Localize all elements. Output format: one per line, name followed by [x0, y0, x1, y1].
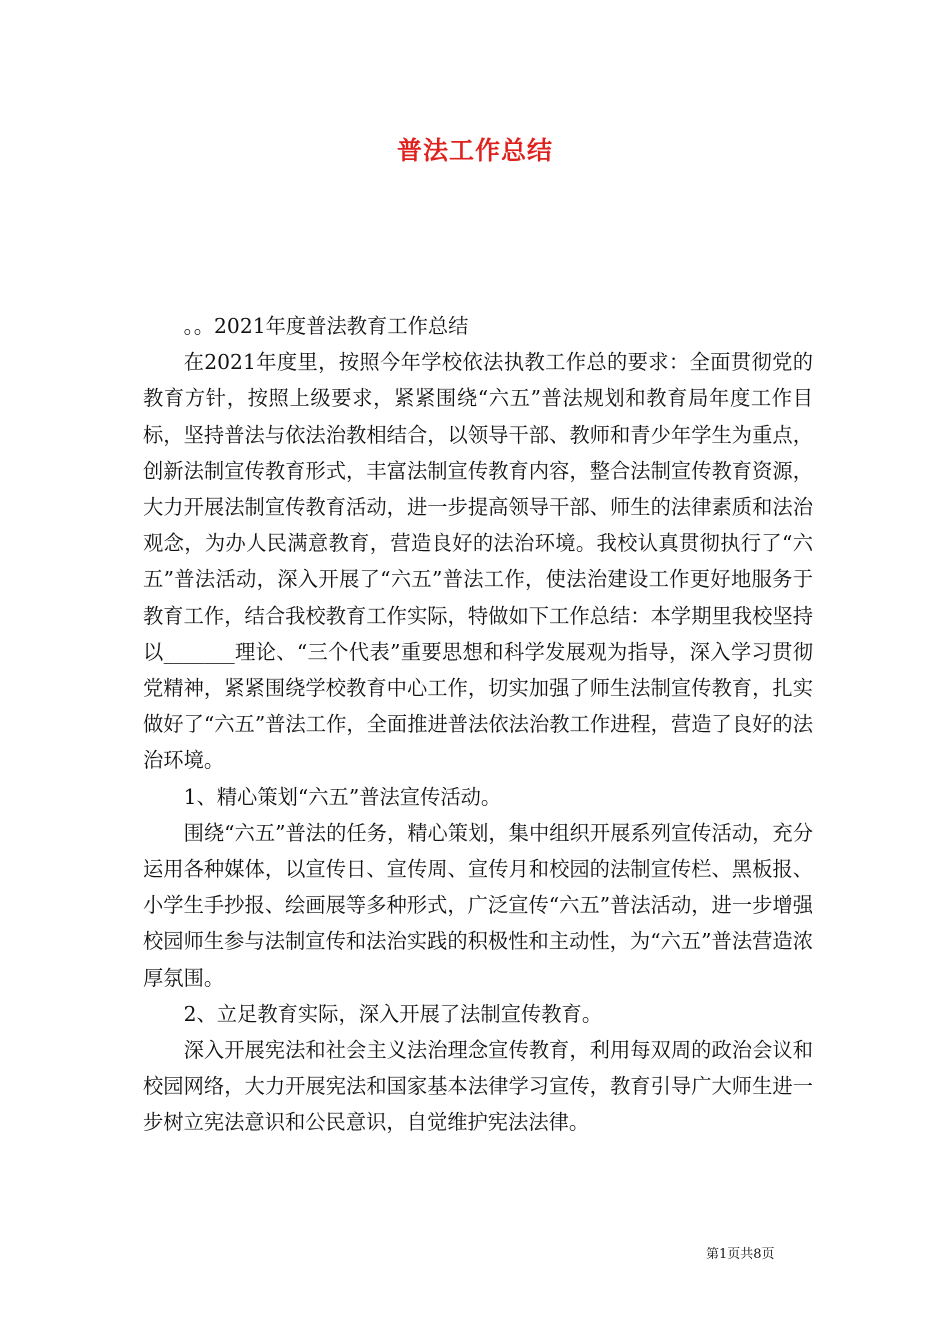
paragraph-intro: 在2021年度里，按照今年学校依法执教工作总的要求：全面贯彻党的教育方针，按照上级要求，紧紧围绕“六五”普法规划和教育局年度工作目标，坚持普法与依法治教相结合，以领导干部、教师和青少年学生为重点，创新法制宣传教育形式，丰富法制宣传教育内容，整合法制宣传教育资源，大力开展法制宣传教育活动，进一步提高领导干部、师生的法律素质和法治观念，为办人民满意教育，营造良好的法治环境。我校认真贯彻执行了“六五”普法活动，深入开展了“六五”普法工作，使法治建设工作更好地服务于教育工作，结合我校教育工作实际，特做如下工作总结：本学期里我校坚持以_______理论、“三个代表”重要思想和科学发展观为指导，深入学习贯彻党精神，紧紧围绕学校教育中心工作，切实加强了师生法制宣传教育，扎实做好了“六五”普法工作，全面推进普法依法治教工作进程，营造了良好的法治环境。 [143, 350, 813, 773]
paragraph-section-1: 围绕“六五”普法的任务，精心策划，集中组织开展系列宣传活动，充分运用各种媒体，以宣传日、宣传周、宣传月和校园的法制宣传栏、黑板报、小学生手抄报、绘画展等多种形式，广泛宣传“六五”普法活动，进一步增强校园师生参与法制宣传和法治实践的积极性和主动性，为“六五”普法营造浓厚氛围。 [143, 820, 813, 990]
page-number: 第1页共8页 [706, 1247, 775, 1262]
paragraph-section-2: 深入开展宪法和社会主义法治理念宣传教育，利用每双周的政治会议和校园网络，大力开展宪法和国家基本法律学习宣传，教育引导广大师生进一步树立宪法意识和公民意识，自觉维护宪法法律。 [143, 1038, 813, 1135]
paragraph-heading: 。。2021年度普法教育工作总结 [183, 314, 469, 338]
section-heading-2: 2、立足教育实际，深入开展了法制宣传教育。 [183, 1001, 603, 1026]
document-title: 普法工作总结 [396, 136, 553, 165]
section-heading-1: 1、精心策划“六五”普法宣传活动。 [183, 784, 502, 809]
document-body [143, 308, 813, 1141]
